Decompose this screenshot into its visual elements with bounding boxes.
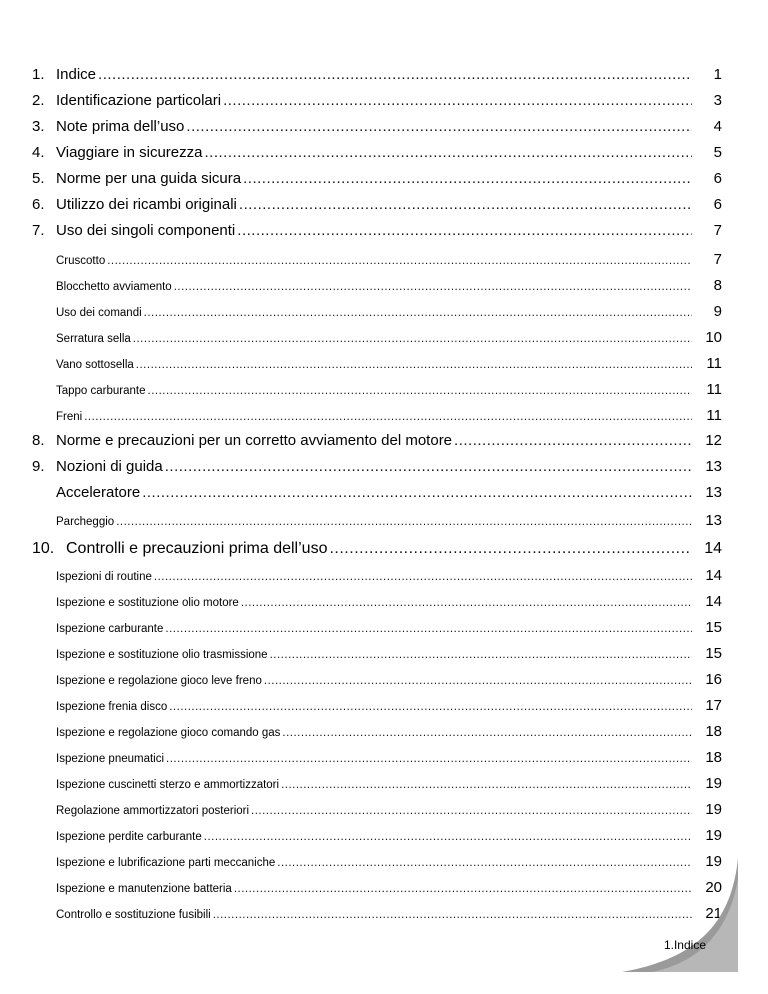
toc-entry[interactable] bbox=[32, 277, 722, 294]
toc-entry[interactable] bbox=[32, 355, 722, 372]
toc-title: Norme e precauzioni per un corretto avviamento del motore bbox=[56, 432, 453, 449]
toc-page: 4 bbox=[713, 118, 722, 135]
toc-page: 10 bbox=[705, 329, 722, 346]
toc-title: Uso dei singoli componenti bbox=[56, 222, 236, 239]
toc-title: Ispezione e regolazione gioco comando gas bbox=[56, 727, 281, 739]
toc-title: Regolazione ammortizzatori posteriori bbox=[56, 805, 250, 817]
toc-leader bbox=[251, 805, 692, 817]
toc-entry[interactable] bbox=[32, 484, 722, 501]
toc-entry[interactable] bbox=[32, 801, 722, 818]
toc-title: Vano sottosella bbox=[56, 359, 134, 371]
toc-leader bbox=[264, 675, 692, 687]
toc-title: Ispezione perdite carburante bbox=[56, 831, 202, 843]
toc-entry[interactable] bbox=[32, 118, 722, 135]
toc-entry[interactable] bbox=[32, 593, 722, 610]
toc-page: 15 bbox=[705, 645, 722, 662]
toc-title: Norme per una guida sicura bbox=[56, 170, 242, 187]
toc-leader bbox=[165, 623, 692, 635]
toc-page: 16 bbox=[705, 671, 722, 688]
toc-leader bbox=[142, 484, 692, 501]
toc-page: 21 bbox=[705, 905, 722, 922]
toc-title: Ispezione pneumatici bbox=[56, 753, 165, 765]
toc-page: 9 bbox=[713, 303, 722, 320]
toc-entry[interactable] bbox=[32, 827, 722, 844]
toc-title: Uso dei comandi bbox=[56, 307, 142, 319]
toc-page: 15 bbox=[705, 619, 722, 636]
toc-leader bbox=[204, 831, 692, 843]
toc-title: Ispezione cuscinetti sterzo e ammortizzatori bbox=[56, 779, 280, 791]
toc-page: 7 bbox=[713, 251, 722, 268]
toc-entry[interactable] bbox=[32, 92, 722, 109]
toc-entry[interactable] bbox=[32, 512, 722, 529]
toc-leader bbox=[107, 255, 692, 267]
toc-title: Ispezione e lubrificazione parti meccaniche bbox=[56, 857, 276, 869]
toc-page: 1 bbox=[713, 66, 722, 83]
toc-number: 1. bbox=[32, 66, 45, 83]
toc-title: Ispezione e sostituzione olio trasmissione bbox=[56, 649, 268, 661]
toc-leader bbox=[165, 458, 692, 475]
toc-page: 8 bbox=[713, 277, 722, 294]
toc-entry[interactable] bbox=[32, 905, 722, 922]
toc-title: Ispezione frenia disco bbox=[56, 701, 168, 713]
toc-leader bbox=[213, 909, 692, 921]
toc-entry[interactable] bbox=[32, 144, 722, 161]
toc-title: Ispezione e regolazione gioco leve freno bbox=[56, 675, 262, 687]
toc-number: 3. bbox=[32, 118, 45, 135]
toc-leader bbox=[169, 701, 692, 713]
toc-page: 11 bbox=[706, 355, 722, 372]
toc-page: 19 bbox=[705, 853, 722, 870]
toc-title: Identificazione particolari bbox=[56, 92, 222, 109]
toc-page: 11 bbox=[706, 381, 722, 398]
toc-entry[interactable] bbox=[32, 66, 722, 83]
toc-title: Indice bbox=[56, 66, 97, 83]
toc-leader bbox=[223, 92, 692, 109]
toc-entry[interactable] bbox=[32, 222, 722, 239]
toc-page: 18 bbox=[705, 749, 722, 766]
toc-entry[interactable] bbox=[32, 381, 722, 398]
toc-page: 11 bbox=[706, 407, 722, 424]
toc-leader bbox=[239, 196, 692, 213]
toc-page: 19 bbox=[705, 775, 722, 792]
toc-title: Parcheggio bbox=[56, 516, 115, 528]
toc-title: Freni bbox=[56, 411, 83, 423]
toc-page: 14 bbox=[704, 540, 722, 557]
toc-page: 13 bbox=[705, 512, 722, 529]
toc-page: 14 bbox=[705, 593, 722, 610]
toc-page: 7 bbox=[713, 222, 722, 239]
toc-title: Nozioni di guida bbox=[56, 458, 163, 475]
toc-entry[interactable] bbox=[32, 671, 722, 688]
toc-leader bbox=[243, 170, 692, 187]
toc-title: Ispezione carburante bbox=[56, 623, 164, 635]
toc-page: 20 bbox=[705, 879, 722, 896]
toc-page: 3 bbox=[713, 92, 722, 109]
toc-title: Controlli e precauzioni prima dell’uso bbox=[66, 540, 328, 557]
toc-number: 4. bbox=[32, 144, 45, 161]
toc-entry[interactable] bbox=[32, 697, 722, 714]
toc-number: 5. bbox=[32, 170, 45, 187]
toc-number: 7. bbox=[32, 222, 45, 239]
toc-entry[interactable] bbox=[32, 749, 722, 766]
toc-entry[interactable] bbox=[32, 303, 722, 320]
toc-number: 2. bbox=[32, 92, 45, 109]
toc-leader bbox=[204, 144, 692, 161]
toc-title: Acceleratore bbox=[56, 484, 141, 501]
toc-page: 6 bbox=[713, 196, 722, 213]
toc-leader bbox=[144, 307, 692, 319]
toc-leader bbox=[133, 333, 692, 345]
toc-leader bbox=[166, 753, 692, 765]
toc-entry[interactable] bbox=[32, 645, 722, 662]
toc-page: 19 bbox=[705, 827, 722, 844]
toc-leader bbox=[174, 281, 692, 293]
toc-leader bbox=[329, 540, 692, 558]
toc-entry[interactable] bbox=[32, 540, 722, 558]
toc-leader bbox=[186, 118, 692, 135]
toc-entry[interactable] bbox=[32, 853, 722, 870]
toc-leader bbox=[154, 571, 692, 583]
toc-title: Tappo carburante bbox=[56, 385, 146, 397]
toc-entry[interactable] bbox=[32, 458, 722, 475]
toc-page: 13 bbox=[705, 484, 722, 501]
toc-entry[interactable] bbox=[32, 619, 722, 636]
toc-title: Ispezioni di routine bbox=[56, 571, 152, 583]
toc-title: Blocchetto avviamento bbox=[56, 281, 172, 293]
toc-entry[interactable] bbox=[32, 723, 722, 740]
toc-page: 17 bbox=[705, 697, 722, 714]
toc-entry[interactable] bbox=[32, 432, 722, 449]
toc-leader bbox=[136, 359, 692, 371]
toc-page: 5 bbox=[713, 144, 722, 161]
toc-leader bbox=[237, 222, 692, 239]
toc-title: Viaggiare in sicurezza bbox=[56, 144, 203, 161]
toc-title: Ispezione e manutenzione batteria bbox=[56, 883, 232, 895]
toc-leader bbox=[281, 779, 692, 791]
toc-number: 10. bbox=[32, 540, 55, 557]
toc-leader bbox=[84, 411, 692, 423]
toc-number: 6. bbox=[32, 196, 45, 213]
page-curl-decoration bbox=[622, 858, 738, 972]
toc-number: 9. bbox=[32, 458, 45, 475]
toc-entry[interactable] bbox=[32, 879, 722, 896]
toc-page: 14 bbox=[705, 567, 722, 584]
toc-title: Controllo e sostituzione fusibili bbox=[56, 909, 211, 921]
toc-leader bbox=[270, 649, 692, 661]
toc-page: 19 bbox=[705, 801, 722, 818]
page-curl-highlight bbox=[652, 878, 738, 972]
toc-leader bbox=[282, 727, 692, 739]
toc-title: Note prima dell’uso bbox=[56, 118, 185, 135]
toc-leader bbox=[241, 597, 692, 609]
toc-number: 8. bbox=[32, 432, 45, 449]
toc-entry[interactable] bbox=[32, 775, 722, 792]
toc-page: 13 bbox=[705, 458, 722, 475]
toc-leader bbox=[98, 66, 692, 83]
toc-leader bbox=[148, 385, 692, 397]
toc-entry[interactable] bbox=[32, 407, 722, 424]
toc-entry[interactable] bbox=[32, 251, 722, 268]
toc-entry[interactable] bbox=[32, 329, 722, 346]
toc-title: Ispezione e sostituzione olio motore bbox=[56, 597, 239, 609]
toc-page: 18 bbox=[705, 723, 722, 740]
toc-entry[interactable] bbox=[32, 170, 722, 187]
toc-page: 6 bbox=[713, 170, 722, 187]
toc-title: Serratura sella bbox=[56, 333, 131, 345]
toc-leader bbox=[116, 516, 692, 528]
toc-title: Utilizzo dei ricambi originali bbox=[56, 196, 237, 213]
toc-leader bbox=[454, 432, 692, 449]
toc-entry[interactable] bbox=[32, 567, 722, 584]
toc-title: Cruscotto bbox=[56, 255, 106, 267]
toc-entry[interactable] bbox=[32, 196, 722, 213]
page-footer-label: 1.Indice bbox=[663, 938, 706, 952]
toc-page: 12 bbox=[705, 432, 722, 449]
